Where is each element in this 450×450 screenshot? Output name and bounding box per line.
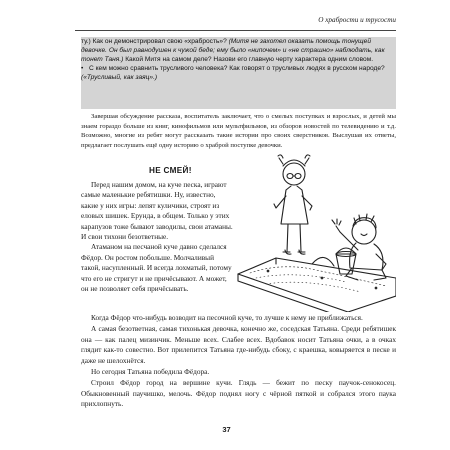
- discussion-question-2-text: С кем можно сравнить трусливого человека? Как говорят о трусливых людях в русском народе?: [89, 65, 385, 72]
- book-page: [57, 10, 396, 442]
- story-continuation: [81, 313, 396, 411]
- discussion-answer-1: (Митя не захотел оказать помощь тонущей девочке. Он был равнодушен к чужой беде; ему было «нипочем» и «не страшно» наблюдать, как тонет Таня.): [81, 38, 385, 63]
- bullet-icon: •: [81, 65, 84, 72]
- discussion-box: [81, 37, 396, 109]
- discussion-question-2: [81, 64, 396, 82]
- summary-paragraph: Завершая обсуждение рассказа, воспитатель заключает, что о смелых поступках и взрослых, и детей мы знаем гораздо больше из книг, кинофильмов или мультфильмов, из обзоров новостей по телевидению и т.д. Возможно, многие из ребят могут рассказать такие истории про своих сверстников. Выслушав их ответы, предлагает послушать ещё одну историю о храброй поступке девочки.: [81, 113, 396, 149]
- story-paragraph: Когда Фёдор что-нибудь возводит на песочной куче, то лучше к нему не приближаться.: [91, 313, 363, 322]
- story-paragraph: Перед нашим домом, на куче песка, играют самые маленькие ребятишки. Ну, известно, какие у них игры: лепят куличики, строят из еловых шишек. Ерунда, в общем. Только у этих карапузов тоже бывают заводилы, свои атаманы. И свои тихони безответные.: [81, 180, 233, 242]
- discussion-question-1: [81, 37, 396, 64]
- story-column: [81, 180, 234, 294]
- story-paragraph: Но сегодня Татьяна победила Фёдора.: [91, 367, 210, 377]
- story-title: НЕ СМЕЙ!: [149, 166, 192, 175]
- discussion-answer-2: («Трусливый, как заяц».): [81, 74, 158, 81]
- discussion-question-1-tail: Какой Митя на самом деле? Назови его главную черту характера одним словом.: [125, 56, 374, 63]
- page-number: 37: [222, 425, 231, 434]
- running-header-title: О храбрости и трусости: [318, 16, 396, 24]
- story-paragraph: Атаманом на песчаной куче давно сделался Фёдор. Он ростом побольше. Молчаливый такой, насупленный. И всегда лохматый, потому что его не стригут и не причёсывают. А может, он не позволяет себя причёсывать.: [81, 242, 232, 294]
- header-rule: [75, 30, 396, 31]
- sandbox-children-illustration: [236, 146, 396, 312]
- discussion-question-1-text: ту.) Как он демонстрировал свою «храбрость»?: [81, 38, 229, 45]
- running-header: [57, 10, 396, 34]
- story-paragraph: А самая безответная, самая тихонькая девочка, конечно же, соседская Татьяна. Среди ребятишек она — как палец мизинчик. Меньше всех. Слабее всех. Вдобавок носит Татьяна очки, а в очках глядит как-то совестно. Вот прилепится Татьяна где-нибудь сбоку, с краешка, ковыряется в песке и даже не шелохнётся.: [81, 324, 396, 365]
- teacher-summary: [81, 112, 396, 150]
- story-paragraph: Строил Фёдор город на вершине кучи. Глядь — бежит по песку паучок-сенокосец. Обыкновенный паучишко, мелочь. Фёдор поднял ногу с чёрной пяткой и собрался этого паука прихлопнуть.: [81, 378, 396, 409]
